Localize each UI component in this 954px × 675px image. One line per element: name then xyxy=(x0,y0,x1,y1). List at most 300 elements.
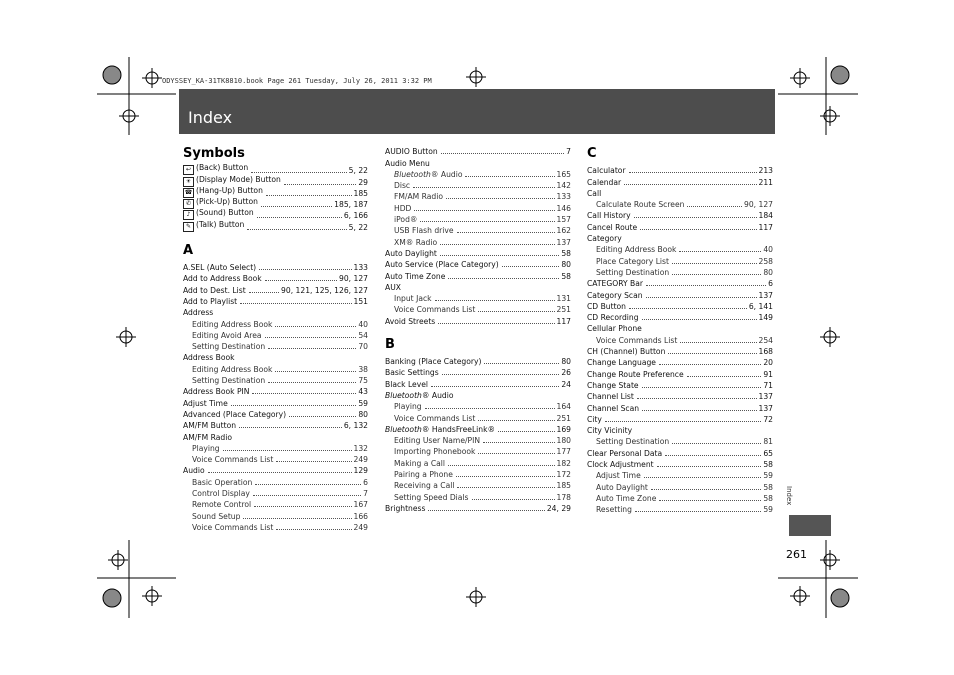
index-entry[interactable] xyxy=(385,247,571,258)
index-subentry[interactable] xyxy=(587,198,773,209)
entry-label xyxy=(183,308,213,317)
page-reference[interactable]: 6, 132 xyxy=(343,421,368,431)
index-entry[interactable] xyxy=(587,300,773,311)
page-reference[interactable]: 146 xyxy=(556,203,571,213)
index-entry[interactable] xyxy=(385,145,571,156)
index-column-2 xyxy=(385,145,571,513)
entry-label xyxy=(183,353,235,362)
index-entry[interactable] xyxy=(183,209,368,220)
entry-text: Making a Call xyxy=(394,458,446,468)
index-entry[interactable] xyxy=(587,401,773,412)
index-entry xyxy=(587,187,773,198)
leader-dots xyxy=(440,255,559,256)
page-reference[interactable]: 5, 22 xyxy=(348,166,368,176)
section-heading: C xyxy=(587,146,597,161)
index-subentry[interactable] xyxy=(183,521,368,532)
index-subentry[interactable] xyxy=(587,469,773,480)
index-subentry[interactable] xyxy=(385,468,571,479)
entry-text: Calendar xyxy=(587,177,622,187)
page-reference[interactable]: 65 xyxy=(763,448,773,458)
index-entry[interactable] xyxy=(587,175,773,186)
page-reference[interactable]: 6 xyxy=(363,477,368,487)
leader-dots xyxy=(420,221,554,222)
page-reference[interactable]: 58 xyxy=(561,271,571,281)
page-reference[interactable]: 58 xyxy=(763,493,773,503)
entry-text: Auto Daylight xyxy=(385,248,437,258)
page-reference[interactable]: 43 xyxy=(358,387,368,397)
entry-label xyxy=(587,426,632,435)
index-entry xyxy=(385,389,571,400)
section-heading: B xyxy=(385,336,395,352)
page-reference[interactable]: 72 xyxy=(763,414,773,424)
page-reference[interactable]: 165 xyxy=(556,169,571,179)
entry-label xyxy=(587,381,639,390)
talk-icon: ✎ xyxy=(183,222,194,232)
index-entry[interactable] xyxy=(183,408,368,419)
page-reference[interactable]: 185 xyxy=(353,188,368,198)
index-entry[interactable] xyxy=(587,277,773,288)
index-subentry[interactable] xyxy=(183,487,368,498)
page-reference[interactable]: 151 xyxy=(353,296,368,306)
index-entry[interactable] xyxy=(183,187,368,198)
entry-label xyxy=(587,211,631,220)
entry-text: Editing Address Book xyxy=(192,319,273,329)
page-reference[interactable]: 7 xyxy=(566,147,571,157)
index-entry[interactable] xyxy=(183,419,368,430)
index-entry[interactable] xyxy=(385,377,571,388)
page-reference[interactable]: 58 xyxy=(561,248,571,258)
entry-text: Change Language xyxy=(587,358,656,368)
index-subentry[interactable] xyxy=(183,509,368,520)
index-entry[interactable] xyxy=(385,423,571,434)
index-subentry[interactable] xyxy=(587,333,773,344)
entry-label xyxy=(587,415,602,424)
entry-text: Add to Address Book xyxy=(183,274,262,284)
entry-text: Voice Commands List xyxy=(192,522,274,532)
page-reference[interactable]: 117 xyxy=(556,316,571,326)
page-reference[interactable]: 80 xyxy=(763,267,773,277)
entry-label xyxy=(596,336,677,345)
entry-label xyxy=(587,392,634,401)
entry-text: Basic Operation xyxy=(192,477,253,487)
index-entry[interactable] xyxy=(183,295,368,306)
page-reference[interactable]: 162 xyxy=(556,226,571,236)
page-reference[interactable]: 149 xyxy=(758,313,773,323)
index-subentry[interactable] xyxy=(183,442,368,453)
page-reference[interactable]: 172 xyxy=(556,470,571,480)
index-subentry[interactable] xyxy=(587,480,773,491)
index-entry[interactable] xyxy=(587,356,773,367)
page-reference[interactable]: 58 xyxy=(763,460,773,470)
index-subentry[interactable] xyxy=(183,475,368,486)
page-reference[interactable]: 180 xyxy=(556,436,571,446)
entry-text: Brightness xyxy=(385,503,426,513)
leader-dots xyxy=(284,184,356,185)
leader-dots xyxy=(679,251,761,252)
entry-label xyxy=(192,342,265,351)
page-reference[interactable]: 185, 187 xyxy=(334,200,368,210)
index-entry[interactable] xyxy=(183,283,368,294)
page-reference[interactable]: 254 xyxy=(758,335,773,345)
page-reference[interactable]: 75 xyxy=(358,376,368,386)
entry-text: CD Recording xyxy=(587,313,639,323)
index-entry[interactable] xyxy=(183,261,368,272)
page-reference[interactable]: 5, 22 xyxy=(348,222,368,232)
entry-text: FM/AM Radio xyxy=(394,192,443,202)
index-subentry[interactable] xyxy=(183,329,368,340)
page-reference[interactable]: 54 xyxy=(358,330,368,340)
page-reference[interactable]: 91 xyxy=(763,369,773,379)
entry-label xyxy=(192,512,240,521)
entry-label xyxy=(596,471,641,480)
index-subentry[interactable] xyxy=(385,190,571,201)
index-subentry[interactable] xyxy=(183,340,368,351)
index-entry[interactable] xyxy=(183,396,368,407)
entry-text: Control Display xyxy=(192,489,250,499)
page-reference[interactable]: 211 xyxy=(758,177,773,187)
page-reference[interactable]: 142 xyxy=(556,181,571,191)
index-subentry[interactable] xyxy=(385,235,571,246)
index-subentry[interactable] xyxy=(587,492,773,503)
index-entry[interactable] xyxy=(587,379,773,390)
page-reference[interactable]: 168 xyxy=(758,347,773,357)
entry-text: Auto Time Zone xyxy=(596,493,657,503)
entry-text: Pairing a Phone xyxy=(394,470,453,480)
index-subentry[interactable] xyxy=(385,434,571,445)
index-entry[interactable] xyxy=(587,413,773,424)
page-reference[interactable]: 59 xyxy=(763,471,773,481)
index-subentry[interactable] xyxy=(385,224,571,235)
page-reference[interactable]: 90, 121, 125, 126, 127 xyxy=(281,285,368,295)
entry-label xyxy=(385,159,430,168)
page-reference[interactable]: 81 xyxy=(763,437,773,447)
page-reference[interactable]: 132 xyxy=(353,443,368,453)
page-reference[interactable]: 249 xyxy=(353,522,368,532)
index-subentry[interactable] xyxy=(183,362,368,373)
page-reference[interactable]: 167 xyxy=(353,500,368,510)
page-reference[interactable]: 6, 166 xyxy=(343,211,368,221)
entry-label xyxy=(192,320,272,329)
leader-dots xyxy=(640,229,756,230)
leader-dots xyxy=(268,348,356,349)
leader-dots xyxy=(440,244,554,245)
index-entry[interactable] xyxy=(587,288,773,299)
page-reference[interactable]: 70 xyxy=(358,342,368,352)
index-subentry[interactable] xyxy=(385,479,571,490)
index-entry[interactable] xyxy=(587,164,773,175)
entry-text: Change State xyxy=(587,380,639,390)
entry-label xyxy=(394,170,462,179)
leader-dots xyxy=(659,500,761,501)
index-subentry[interactable] xyxy=(385,490,571,501)
entry-label xyxy=(385,249,437,258)
page-reference[interactable]: 117 xyxy=(758,222,773,232)
entry-label xyxy=(385,504,425,513)
index-entry[interactable] xyxy=(587,446,773,457)
section-heading: A xyxy=(183,242,194,258)
entry-text: Address xyxy=(183,308,214,318)
leader-dots xyxy=(665,455,761,456)
index-subentry[interactable] xyxy=(385,445,571,456)
page-reference[interactable]: 166 xyxy=(353,511,368,521)
index-entry[interactable] xyxy=(385,366,571,377)
index-subentry[interactable] xyxy=(183,374,368,385)
page-reference[interactable]: 71 xyxy=(763,380,773,390)
page-reference[interactable]: 24, 29 xyxy=(546,503,571,513)
page-reference[interactable]: 40 xyxy=(358,319,368,329)
entry-label xyxy=(394,204,411,213)
page-reference[interactable]: 213 xyxy=(758,166,773,176)
entry-label xyxy=(192,376,265,385)
leader-dots xyxy=(231,405,357,406)
index-subentry[interactable] xyxy=(183,498,368,509)
entry-text: Setting Destination xyxy=(192,376,266,386)
page-reference[interactable]: 90, 127 xyxy=(339,274,368,284)
side-tab[interactable] xyxy=(789,515,831,536)
page-reference[interactable]: 24 xyxy=(561,379,571,389)
index-subentry[interactable] xyxy=(385,201,571,212)
entry-text: Bluetooth® Audio xyxy=(394,169,463,179)
entry-text: Calculator xyxy=(587,166,626,176)
leader-dots xyxy=(261,206,332,207)
page-reference[interactable]: 164 xyxy=(556,402,571,412)
page-reference[interactable]: 6, 141 xyxy=(748,301,773,311)
entry-text: CD Button xyxy=(587,301,626,311)
entry-text: Playing xyxy=(394,402,422,412)
entry-text: (Sound) Button xyxy=(196,209,254,218)
entry-label xyxy=(385,317,435,326)
side-tab-label: Index xyxy=(785,486,793,506)
entry-label xyxy=(183,466,205,475)
index-entry[interactable] xyxy=(385,258,571,269)
page-reference[interactable]: 251 xyxy=(556,413,571,423)
page-reference[interactable]: 80 xyxy=(561,357,571,367)
page-reference[interactable]: 251 xyxy=(556,305,571,315)
page-reference[interactable]: 185 xyxy=(556,481,571,491)
entry-label xyxy=(394,447,475,456)
entry-text: Place Category List xyxy=(596,256,669,266)
entry-label xyxy=(394,402,422,411)
page-reference[interactable]: 59 xyxy=(358,398,368,408)
leader-dots xyxy=(629,172,757,173)
index-subentry[interactable] xyxy=(587,243,773,254)
entry-text: Audio xyxy=(183,466,205,476)
entry-text: Setting Destination xyxy=(192,342,266,352)
entry-text: Remote Control xyxy=(192,500,252,510)
entry-label xyxy=(596,268,669,277)
entry-label xyxy=(183,209,254,220)
index-column-1 xyxy=(183,145,368,532)
entry-label xyxy=(587,324,642,333)
entry-label xyxy=(587,460,654,469)
index-entry[interactable] xyxy=(587,345,773,356)
page-reference[interactable]: 58 xyxy=(763,482,773,492)
entry-label xyxy=(596,200,684,209)
entry-text: Calculate Route Screen xyxy=(596,200,685,210)
entry-text: Cancel Route xyxy=(587,222,638,232)
entry-label xyxy=(394,238,437,247)
leader-dots xyxy=(642,387,762,388)
page-reference[interactable]: 131 xyxy=(556,294,571,304)
entry-text: Voice Commands List xyxy=(394,305,476,315)
entry-label xyxy=(394,305,475,314)
entry-label xyxy=(596,483,648,492)
leader-dots xyxy=(448,278,559,279)
page-reference[interactable]: 184 xyxy=(758,211,773,221)
page-reference[interactable]: 169 xyxy=(556,424,571,434)
leader-dots xyxy=(425,408,555,409)
leader-dots xyxy=(483,442,554,443)
page-reference[interactable]: 249 xyxy=(353,455,368,465)
index-entry[interactable] xyxy=(587,209,773,220)
page-reference[interactable]: 177 xyxy=(556,447,571,457)
entry-text: Editing User Name/PIN xyxy=(394,436,481,446)
page-reference[interactable]: 258 xyxy=(758,256,773,266)
page-reference[interactable]: 129 xyxy=(353,466,368,476)
entry-text: Category xyxy=(587,234,622,244)
leader-dots xyxy=(265,280,337,281)
leader-dots xyxy=(240,303,351,304)
page-reference[interactable]: 29 xyxy=(358,177,368,187)
leader-dots xyxy=(435,300,555,301)
entry-label xyxy=(385,368,439,377)
entry-text: Change Route Preference xyxy=(587,369,684,379)
index-subentry[interactable] xyxy=(587,503,773,514)
leader-dots xyxy=(266,195,352,196)
entry-label xyxy=(192,489,250,498)
entry-label xyxy=(587,313,639,322)
index-entry[interactable] xyxy=(587,367,773,378)
entry-text: Cellular Phone xyxy=(587,324,642,334)
page-reference[interactable]: 40 xyxy=(763,245,773,255)
index-entry[interactable] xyxy=(183,164,368,175)
page-reference[interactable]: 7 xyxy=(363,489,368,499)
index-entry[interactable] xyxy=(183,198,368,209)
page-reference[interactable]: 137 xyxy=(556,237,571,247)
index-entry[interactable] xyxy=(183,272,368,283)
page-reference[interactable]: 6 xyxy=(768,279,773,289)
leader-dots xyxy=(259,269,351,270)
index-entry[interactable] xyxy=(385,314,571,325)
leader-dots xyxy=(254,506,351,507)
leader-dots xyxy=(441,153,564,154)
page-reference[interactable]: 137 xyxy=(758,403,773,413)
entry-text: CATEGORY Bar xyxy=(587,279,644,289)
index-subentry[interactable] xyxy=(385,213,571,224)
entry-text: Receiving a Call xyxy=(394,481,455,491)
index-subentry[interactable] xyxy=(385,411,571,422)
index-entry[interactable] xyxy=(385,502,571,513)
leader-dots xyxy=(465,176,554,177)
entry-label xyxy=(385,272,445,281)
index-entry[interactable] xyxy=(183,385,368,396)
leader-dots xyxy=(687,376,762,377)
entry-label xyxy=(192,455,273,464)
leader-dots xyxy=(268,382,356,383)
leader-dots xyxy=(276,529,351,530)
index-subentry[interactable] xyxy=(587,435,773,446)
page-reference[interactable]: 157 xyxy=(556,215,571,225)
page-reference[interactable]: 59 xyxy=(763,505,773,515)
page-reference[interactable]: 137 xyxy=(758,392,773,402)
entry-label xyxy=(183,421,236,430)
index-subentry[interactable] xyxy=(385,456,571,467)
entry-label xyxy=(183,198,258,209)
section-spacer xyxy=(183,232,368,242)
index-subentry[interactable] xyxy=(587,266,773,277)
entry-label xyxy=(183,220,244,231)
index-subentry[interactable] xyxy=(385,303,571,314)
leader-dots xyxy=(646,297,757,298)
page-reference[interactable]: 182 xyxy=(556,458,571,468)
entry-text: Input Jack xyxy=(394,294,432,304)
page-reference[interactable]: 137 xyxy=(758,290,773,300)
index-entry[interactable] xyxy=(587,220,773,231)
page-reference[interactable]: 133 xyxy=(353,263,368,273)
page-reference[interactable]: 80 xyxy=(561,260,571,270)
leader-dots xyxy=(243,518,351,519)
page-reference[interactable]: 133 xyxy=(556,192,571,202)
leader-dots xyxy=(672,274,761,275)
index-entry[interactable] xyxy=(183,220,368,231)
entry-label xyxy=(183,387,249,396)
leader-dots xyxy=(637,398,757,399)
index-entry[interactable] xyxy=(587,390,773,401)
entry-text: Adjust Time xyxy=(183,398,228,408)
page-reference[interactable]: 178 xyxy=(556,492,571,502)
entry-text: Clear Personal Data xyxy=(587,448,663,458)
page-reference[interactable]: 90, 127 xyxy=(744,200,773,210)
entry-text: AUX xyxy=(385,282,401,292)
index-entry[interactable] xyxy=(183,175,368,186)
page-reference[interactable]: 38 xyxy=(358,364,368,374)
index-subentry[interactable] xyxy=(385,179,571,190)
index-entry[interactable] xyxy=(385,269,571,280)
entry-label xyxy=(596,437,669,446)
entry-text: Black Level xyxy=(385,379,429,389)
page-reference[interactable]: 20 xyxy=(763,358,773,368)
entry-text: (Pick-Up) Button xyxy=(196,197,258,207)
entry-label xyxy=(192,523,273,532)
entry-text: Sound Setup xyxy=(192,511,241,521)
entry-label xyxy=(394,481,454,490)
index-subentry[interactable] xyxy=(385,400,571,411)
index-subentry[interactable] xyxy=(385,292,571,303)
index-entry xyxy=(183,306,368,317)
entry-text: (Hang-Up) Button xyxy=(196,186,263,195)
sound-icon: ♪ xyxy=(183,210,194,220)
entry-text: Playing xyxy=(192,443,220,453)
index-subentry[interactable] xyxy=(183,453,368,464)
index-subentry[interactable] xyxy=(587,254,773,265)
index-entry[interactable] xyxy=(385,355,571,366)
index-subentry[interactable] xyxy=(183,317,368,328)
page-reference[interactable]: 26 xyxy=(561,368,571,378)
page-reference[interactable]: 80 xyxy=(358,409,368,419)
index-entry[interactable] xyxy=(587,458,773,469)
entry-label xyxy=(394,414,475,423)
index-subentry[interactable] xyxy=(385,168,571,179)
entry-text: Advanced (Place Category) xyxy=(183,409,287,419)
entry-text: Add to Playlist xyxy=(183,296,238,306)
entry-label xyxy=(183,187,263,198)
entry-label xyxy=(192,365,272,374)
hang-up-icon: ☎ xyxy=(184,188,193,196)
leader-dots xyxy=(484,363,559,364)
index-entry[interactable] xyxy=(183,464,368,475)
entry-text: AM/FM Button xyxy=(183,421,237,431)
index-entry[interactable] xyxy=(587,311,773,322)
